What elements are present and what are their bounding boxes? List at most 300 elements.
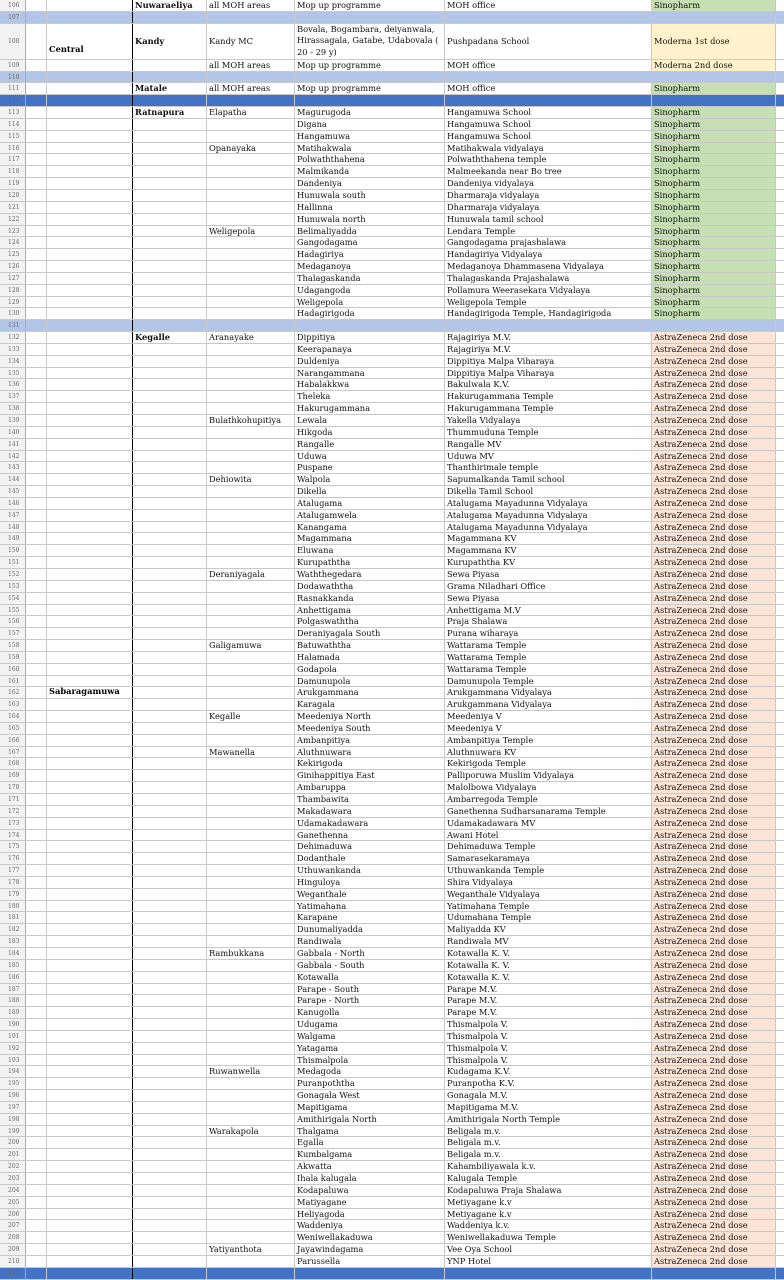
area-cell[interactable]: Akwatta — [295, 1161, 445, 1172]
area-cell[interactable]: Egalla — [295, 1137, 445, 1148]
cell-blank[interactable] — [776, 984, 784, 995]
place-cell[interactable]: Matihakwala vidyalaya — [445, 143, 652, 154]
cell-blank[interactable] — [47, 72, 133, 83]
sheet-row[interactable] — [0, 190, 784, 202]
place-cell[interactable]: Wattarama Temple — [445, 664, 652, 675]
vaccine-cell[interactable]: Sinopharm — [652, 83, 776, 94]
sheet-row[interactable] — [0, 1244, 784, 1256]
district-cell[interactable] — [133, 687, 207, 698]
district-cell[interactable] — [133, 439, 207, 450]
moh-cell[interactable]: Elapatha — [207, 107, 295, 118]
vaccine-cell[interactable]: Sinopharm — [652, 202, 776, 213]
sheet-row[interactable] — [0, 924, 784, 936]
district-cell[interactable] — [133, 1055, 207, 1066]
cell-blank[interactable] — [26, 865, 47, 876]
place-cell[interactable]: Weligepola Temple — [445, 297, 652, 308]
place-cell[interactable]: Kurupaththa KV — [445, 557, 652, 568]
area-cell[interactable]: Ambanpitiya — [295, 735, 445, 746]
cell-blank[interactable] — [47, 865, 133, 876]
vaccine-cell[interactable]: AstraZeneca 2nd dose — [652, 569, 776, 580]
cell-blank[interactable] — [776, 107, 784, 118]
cell-blank[interactable] — [26, 391, 47, 402]
place-cell[interactable]: Thanthirimale temple — [445, 462, 652, 473]
moh-cell[interactable] — [207, 1114, 295, 1125]
district-cell[interactable]: Nuwaraeliya — [133, 0, 207, 11]
moh-cell[interactable] — [207, 593, 295, 604]
cell-blank[interactable] — [26, 1102, 47, 1113]
place-cell[interactable]: Udamakadawara MV — [445, 818, 652, 829]
cell-blank[interactable] — [26, 747, 47, 758]
vaccine-cell[interactable]: Sinopharm — [652, 226, 776, 237]
cell-blank[interactable] — [47, 107, 133, 118]
place-cell[interactable]: Handagiriya Vidyalaya — [445, 249, 652, 260]
district-cell[interactable] — [133, 498, 207, 509]
sheet-row[interactable] — [0, 439, 784, 451]
row-number[interactable]: 117 — [0, 154, 26, 165]
moh-cell[interactable] — [207, 889, 295, 900]
place-cell[interactable]: Hangamuwa School — [445, 119, 652, 130]
cell-blank[interactable] — [776, 1078, 784, 1089]
district-cell[interactable] — [133, 533, 207, 544]
sheet-row[interactable] — [0, 320, 784, 332]
area-cell[interactable]: Hadagiriya — [295, 249, 445, 260]
cell-blank[interactable] — [776, 131, 784, 142]
district-cell[interactable] — [133, 522, 207, 533]
cell-blank[interactable] — [26, 901, 47, 912]
district-cell[interactable] — [133, 1114, 207, 1125]
cell-blank[interactable] — [47, 699, 133, 710]
sheet-row[interactable] — [0, 877, 784, 889]
vaccine-cell[interactable]: AstraZeneca 2nd dose — [652, 439, 776, 450]
vaccine-cell[interactable]: Sinopharm — [652, 297, 776, 308]
moh-cell[interactable] — [207, 972, 295, 983]
vaccine-cell[interactable]: AstraZeneca 2nd dose — [652, 687, 776, 698]
place-cell[interactable]: Meedeniya V — [445, 723, 652, 734]
place-cell[interactable]: Atalugama Mayadunna Vidyalaya — [445, 510, 652, 521]
cell-blank[interactable] — [47, 806, 133, 817]
place-cell[interactable]: Uduwa MV — [445, 451, 652, 462]
row-number[interactable]: 107 — [0, 12, 26, 23]
sheet-row[interactable] — [0, 1102, 784, 1114]
sheet-row[interactable] — [0, 533, 784, 545]
row-number[interactable]: 152 — [0, 569, 26, 580]
area-cell[interactable]: Thambawita — [295, 794, 445, 805]
moh-cell[interactable] — [207, 1268, 295, 1279]
moh-cell[interactable] — [207, 818, 295, 829]
cell-blank[interactable] — [776, 770, 784, 781]
cell-blank[interactable] — [26, 107, 47, 118]
area-cell[interactable]: Udagangoda — [295, 285, 445, 296]
row-number[interactable]: 173 — [0, 818, 26, 829]
vaccine-cell[interactable]: AstraZeneca 2nd dose — [652, 415, 776, 426]
cell-blank[interactable] — [776, 261, 784, 272]
district-cell[interactable] — [133, 676, 207, 687]
district-cell[interactable] — [133, 226, 207, 237]
cell-blank[interactable] — [776, 415, 784, 426]
district-cell[interactable] — [133, 628, 207, 639]
vaccine-cell[interactable]: AstraZeneca 2nd dose — [652, 1256, 776, 1267]
vaccine-cell[interactable]: AstraZeneca 2nd dose — [652, 901, 776, 912]
row-number[interactable]: 143 — [0, 462, 26, 473]
sheet-row[interactable] — [0, 297, 784, 309]
vaccine-cell[interactable]: AstraZeneca 2nd dose — [652, 912, 776, 923]
moh-cell[interactable] — [207, 1185, 295, 1196]
cell-blank[interactable] — [47, 332, 133, 343]
moh-cell[interactable] — [207, 344, 295, 355]
sheet-row[interactable] — [0, 178, 784, 190]
sheet-row[interactable] — [0, 841, 784, 853]
area-cell[interactable]: Dikella — [295, 486, 445, 497]
cell-blank[interactable] — [776, 344, 784, 355]
district-cell[interactable] — [133, 474, 207, 485]
moh-cell[interactable] — [207, 1019, 295, 1030]
sheet-row[interactable] — [0, 699, 784, 711]
district-cell[interactable] — [133, 747, 207, 758]
vaccine-cell[interactable]: AstraZeneca 2nd dose — [652, 522, 776, 533]
area-cell[interactable]: Malmikanda — [295, 166, 445, 177]
row-number[interactable]: 194 — [0, 1066, 26, 1077]
area-cell[interactable]: Yatimahana — [295, 901, 445, 912]
cell-blank[interactable] — [26, 794, 47, 805]
cell-blank[interactable] — [26, 841, 47, 852]
moh-cell[interactable] — [207, 616, 295, 627]
moh-cell[interactable] — [207, 830, 295, 841]
place-cell[interactable]: Anhettigama M.V — [445, 605, 652, 616]
vaccine-cell[interactable]: AstraZeneca 2nd dose — [652, 474, 776, 485]
moh-cell[interactable] — [207, 439, 295, 450]
vaccine-cell[interactable] — [652, 1268, 776, 1279]
vaccine-cell[interactable]: AstraZeneca 2nd dose — [652, 344, 776, 355]
cell-blank[interactable] — [26, 1173, 47, 1184]
moh-cell[interactable] — [207, 166, 295, 177]
cell-blank[interactable] — [26, 368, 47, 379]
area-cell[interactable] — [295, 320, 445, 331]
vaccine-cell[interactable]: AstraZeneca 2nd dose — [652, 699, 776, 710]
cell-blank[interactable] — [47, 474, 133, 485]
sheet-row[interactable] — [0, 462, 784, 474]
cell-blank[interactable] — [776, 1102, 784, 1113]
area-cell[interactable]: Anhettigama — [295, 605, 445, 616]
sheet-row[interactable] — [0, 1126, 784, 1138]
cell-blank[interactable] — [776, 818, 784, 829]
sheet-row[interactable] — [0, 451, 784, 463]
row-number[interactable]: 187 — [0, 984, 26, 995]
moh-cell[interactable]: all MOH areas — [207, 83, 295, 94]
row-number[interactable]: 195 — [0, 1078, 26, 1089]
vaccine-cell[interactable]: Sinopharm — [652, 107, 776, 118]
place-cell[interactable]: Atalugama Mayadunna Vidyalaya — [445, 522, 652, 533]
area-cell[interactable]: Hunuwala south — [295, 190, 445, 201]
vaccine-cell[interactable]: AstraZeneca 2nd dose — [652, 368, 776, 379]
row-number[interactable]: 157 — [0, 628, 26, 639]
place-cell[interactable]: Puranpotha K.V. — [445, 1078, 652, 1089]
cell-blank[interactable] — [776, 699, 784, 710]
sheet-row[interactable] — [0, 1173, 784, 1185]
cell-blank[interactable] — [47, 841, 133, 852]
area-cell[interactable]: Hikgoda — [295, 427, 445, 438]
row-number[interactable]: 192 — [0, 1043, 26, 1054]
moh-cell[interactable] — [207, 735, 295, 746]
district-cell[interactable] — [133, 510, 207, 521]
cell-blank[interactable] — [47, 889, 133, 900]
area-cell[interactable]: Ambaruppa — [295, 782, 445, 793]
sheet-row[interactable] — [0, 581, 784, 593]
district-cell[interactable] — [133, 960, 207, 971]
cell-blank[interactable] — [47, 830, 133, 841]
cell-blank[interactable] — [776, 912, 784, 923]
cell-blank[interactable] — [776, 628, 784, 639]
vaccine-cell[interactable]: AstraZeneca 2nd dose — [652, 1209, 776, 1220]
district-cell[interactable] — [133, 1090, 207, 1101]
row-number[interactable]: 130 — [0, 308, 26, 319]
moh-cell[interactable] — [207, 1220, 295, 1231]
place-cell[interactable]: Gangodagama prajashalawa — [445, 237, 652, 248]
row-number[interactable]: 171 — [0, 794, 26, 805]
district-cell[interactable] — [133, 640, 207, 651]
moh-cell[interactable] — [207, 1055, 295, 1066]
place-cell[interactable]: Dippitiya Malpa Viharaya — [445, 368, 652, 379]
area-cell[interactable] — [295, 72, 445, 83]
place-cell[interactable]: Wattarama Temple — [445, 652, 652, 663]
province-sabaragamuwa[interactable]: Sabaragamuwa — [49, 686, 120, 696]
place-cell[interactable]: Beligala m.v. — [445, 1149, 652, 1160]
sheet-row[interactable] — [0, 723, 784, 735]
sheet-row[interactable] — [0, 1078, 784, 1090]
place-cell[interactable]: Waddeniya k.v. — [445, 1220, 652, 1231]
row-number[interactable]: 181 — [0, 912, 26, 923]
vaccine-cell[interactable]: AstraZeneca 2nd dose — [652, 356, 776, 367]
cell-blank[interactable] — [776, 1055, 784, 1066]
district-cell[interactable] — [133, 995, 207, 1006]
moh-cell[interactable] — [207, 676, 295, 687]
cell-blank[interactable] — [776, 1043, 784, 1054]
vaccine-cell[interactable]: Sinopharm — [652, 119, 776, 130]
moh-cell[interactable] — [207, 119, 295, 130]
cell-blank[interactable] — [776, 273, 784, 284]
place-cell[interactable]: Metiyagane k.v — [445, 1197, 652, 1208]
moh-cell[interactable] — [207, 522, 295, 533]
area-cell[interactable]: Makadawara — [295, 806, 445, 817]
moh-cell[interactable] — [207, 533, 295, 544]
place-cell[interactable]: Wattarama Temple — [445, 640, 652, 651]
vaccine-cell[interactable]: AstraZeneca 2nd dose — [652, 451, 776, 462]
cell-blank[interactable] — [776, 533, 784, 544]
area-cell[interactable]: Hangamuwa — [295, 131, 445, 142]
sheet-row[interactable] — [0, 901, 784, 913]
vaccine-cell[interactable]: Sinopharm — [652, 0, 776, 11]
sheet-row[interactable] — [0, 368, 784, 380]
sheet-row[interactable] — [0, 853, 784, 865]
sheet-row[interactable] — [0, 1268, 784, 1280]
area-cell[interactable]: Karapane — [295, 912, 445, 923]
vaccine-cell[interactable]: AstraZeneca 2nd dose — [652, 1220, 776, 1231]
area-cell[interactable]: Dehimaduwa — [295, 841, 445, 852]
cell-blank[interactable] — [47, 451, 133, 462]
area-cell[interactable]: Dunumaliyadda — [295, 924, 445, 935]
cell-blank[interactable] — [47, 616, 133, 627]
area-cell[interactable]: Udugama — [295, 1019, 445, 1030]
sheet-row[interactable] — [0, 936, 784, 948]
row-number[interactable]: 118 — [0, 166, 26, 177]
sheet-row[interactable] — [0, 83, 784, 95]
cell-blank[interactable] — [47, 711, 133, 722]
district-cell[interactable] — [133, 1244, 207, 1255]
sheet-row[interactable] — [0, 593, 784, 605]
place-cell[interactable]: Mapitigama M.V. — [445, 1102, 652, 1113]
row-number[interactable]: 191 — [0, 1031, 26, 1042]
row-number[interactable]: 151 — [0, 557, 26, 568]
area-cell[interactable]: Thalagaskanda — [295, 273, 445, 284]
row-number[interactable]: 128 — [0, 285, 26, 296]
sheet-row[interactable] — [0, 510, 784, 522]
cell-blank[interactable] — [776, 154, 784, 165]
cell-blank[interactable] — [26, 1090, 47, 1101]
district-cell[interactable] — [133, 131, 207, 142]
moh-cell[interactable] — [207, 190, 295, 201]
place-cell[interactable]: Rajagiriya M.V. — [445, 332, 652, 343]
vaccine-cell[interactable]: AstraZeneca 2nd dose — [652, 853, 776, 864]
area-cell[interactable]: Deraniyagala South — [295, 628, 445, 639]
sheet-row[interactable] — [0, 735, 784, 747]
vaccine-cell[interactable]: Sinopharm — [652, 261, 776, 272]
vaccine-cell[interactable]: AstraZeneca 2nd dose — [652, 427, 776, 438]
row-number[interactable]: 177 — [0, 865, 26, 876]
sheet-row[interactable] — [0, 1209, 784, 1221]
cell-blank[interactable] — [776, 1185, 784, 1196]
place-cell[interactable]: Amithirigala North Temple — [445, 1114, 652, 1125]
sheet-row[interactable] — [0, 427, 784, 439]
vaccine-cell[interactable]: AstraZeneca 2nd dose — [652, 818, 776, 829]
district-cell[interactable] — [133, 545, 207, 556]
moh-cell[interactable] — [207, 628, 295, 639]
cell-blank[interactable] — [776, 439, 784, 450]
cell-blank[interactable] — [26, 237, 47, 248]
area-cell[interactable]: Walpola — [295, 474, 445, 485]
place-cell[interactable]: Hangamuwa School — [445, 107, 652, 118]
cell-blank[interactable] — [47, 285, 133, 296]
sheet-row[interactable] — [0, 616, 784, 628]
district-cell[interactable] — [133, 1043, 207, 1054]
cell-blank[interactable] — [776, 605, 784, 616]
vaccine-cell[interactable]: AstraZeneca 2nd dose — [652, 948, 776, 959]
place-cell[interactable]: Bakulwala K.V. — [445, 379, 652, 390]
moh-cell[interactable]: Kandy MC — [207, 24, 295, 59]
vaccine-cell[interactable]: Sinopharm — [652, 190, 776, 201]
cell-blank[interactable] — [26, 1161, 47, 1172]
cell-blank[interactable] — [26, 1220, 47, 1231]
cell-blank[interactable] — [47, 995, 133, 1006]
area-cell[interactable]: Damunupola — [295, 676, 445, 687]
vaccine-cell[interactable]: AstraZeneca 2nd dose — [652, 510, 776, 521]
cell-blank[interactable] — [47, 1114, 133, 1125]
district-cell[interactable] — [133, 865, 207, 876]
cell-blank[interactable] — [776, 403, 784, 414]
vaccine-cell[interactable]: AstraZeneca 2nd dose — [652, 889, 776, 900]
vaccine-cell[interactable] — [652, 72, 776, 83]
row-number[interactable]: 150 — [0, 545, 26, 556]
sheet-row[interactable] — [0, 1161, 784, 1173]
cell-blank[interactable] — [47, 545, 133, 556]
sheet-row[interactable] — [0, 628, 784, 640]
row-number[interactable]: 189 — [0, 1007, 26, 1018]
row-number[interactable]: 188 — [0, 995, 26, 1006]
sheet-row[interactable] — [0, 131, 784, 143]
row-number[interactable]: 129 — [0, 297, 26, 308]
district-cell[interactable] — [133, 699, 207, 710]
place-cell[interactable]: Praja Shalawa — [445, 616, 652, 627]
row-number[interactable]: 110 — [0, 72, 26, 83]
cell-blank[interactable] — [776, 1232, 784, 1243]
cell-blank[interactable] — [47, 758, 133, 769]
moh-cell[interactable] — [207, 960, 295, 971]
cell-blank[interactable] — [776, 1244, 784, 1255]
district-cell[interactable]: Kegalle — [133, 332, 207, 343]
place-cell[interactable]: Kotawalla K. V. — [445, 948, 652, 959]
area-cell[interactable]: Mop up programme — [295, 0, 445, 11]
place-cell[interactable]: Damunupola Temple — [445, 676, 652, 687]
district-cell[interactable] — [133, 557, 207, 568]
moh-cell[interactable] — [207, 1149, 295, 1160]
row-number[interactable]: 211 — [0, 1268, 26, 1279]
cell-blank[interactable] — [47, 924, 133, 935]
cell-blank[interactable] — [47, 1007, 133, 1018]
cell-blank[interactable] — [47, 1126, 133, 1137]
cell-blank[interactable] — [26, 593, 47, 604]
cell-blank[interactable] — [26, 972, 47, 983]
cell-blank[interactable] — [26, 261, 47, 272]
cell-blank[interactable] — [776, 498, 784, 509]
sheet-row[interactable] — [0, 391, 784, 403]
cell-blank[interactable] — [47, 628, 133, 639]
area-cell[interactable]: Narangammana — [295, 368, 445, 379]
cell-blank[interactable] — [776, 166, 784, 177]
row-number[interactable]: 210 — [0, 1256, 26, 1267]
row-number[interactable]: 197 — [0, 1102, 26, 1113]
cell-blank[interactable] — [776, 190, 784, 201]
cell-blank[interactable] — [776, 1220, 784, 1231]
cell-blank[interactable] — [776, 652, 784, 663]
place-cell[interactable]: Arukgammana Vidyalaya — [445, 687, 652, 698]
area-cell[interactable]: Matihakwala — [295, 143, 445, 154]
row-number[interactable]: 160 — [0, 664, 26, 675]
vaccine-cell[interactable]: AstraZeneca 2nd dose — [652, 605, 776, 616]
row-number[interactable]: 190 — [0, 1019, 26, 1030]
area-cell[interactable]: Jayawindagama — [295, 1244, 445, 1255]
district-cell[interactable] — [133, 1161, 207, 1172]
moh-cell[interactable] — [207, 249, 295, 260]
sheet-row[interactable] — [0, 154, 784, 166]
district-cell[interactable] — [133, 841, 207, 852]
cell-blank[interactable] — [47, 664, 133, 675]
area-cell[interactable]: Parussella — [295, 1256, 445, 1267]
cell-blank[interactable] — [776, 1007, 784, 1018]
sheet-row[interactable] — [0, 226, 784, 238]
district-cell[interactable] — [133, 664, 207, 675]
moh-cell[interactable] — [207, 652, 295, 663]
cell-blank[interactable] — [776, 569, 784, 580]
cell-blank[interactable] — [47, 853, 133, 864]
cell-blank[interactable] — [47, 486, 133, 497]
moh-cell[interactable] — [207, 403, 295, 414]
cell-blank[interactable] — [776, 1173, 784, 1184]
cell-blank[interactable] — [776, 237, 784, 248]
moh-cell[interactable] — [207, 237, 295, 248]
sheet-row[interactable] — [0, 285, 784, 297]
row-number[interactable]: 182 — [0, 924, 26, 935]
sheet-row[interactable] — [0, 758, 784, 770]
cell-blank[interactable] — [47, 226, 133, 237]
moh-cell[interactable] — [207, 308, 295, 319]
